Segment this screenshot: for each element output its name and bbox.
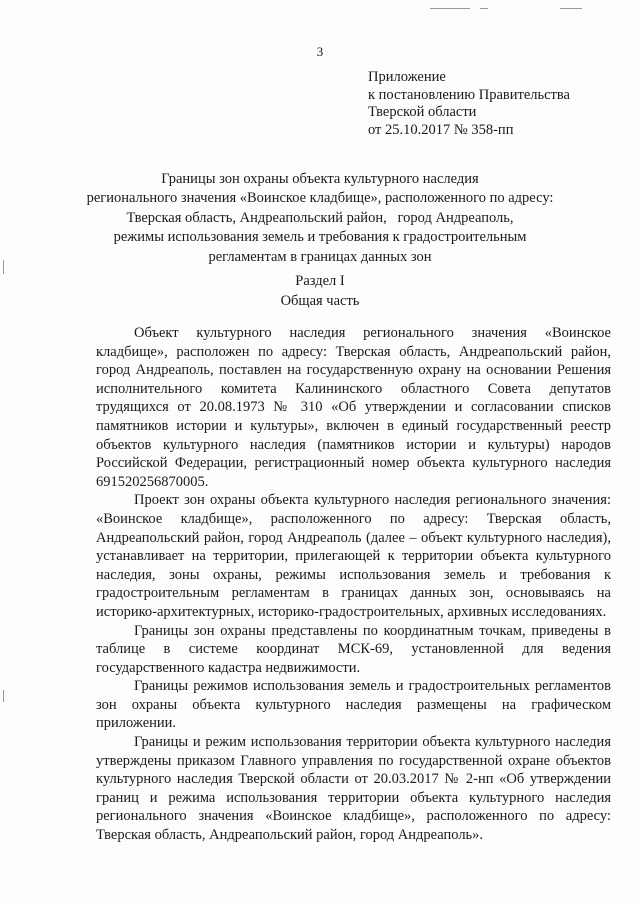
paragraph: Границы и режим использования территории объекта культурного наследия утверждены приказом Главного управления по государственной охране объектов культурного наследия Тверской области от 20.03.2017 № 2-нп «Об утверждении границ и режима использования территории объекта культурного наследия регионального значения «Воинское кладбище», расположенного по адресу: Тверская область, Андреапольский район, город Андреаполь». (96, 734, 611, 844)
paragraph: Границы режимов использования земель и градостроительных регламентов зон охраны объекта культурного наследия размещены на графическом приложении. (96, 678, 611, 732)
title-line: регионального значения «Воинское кладбище», расположенного по адресу: (86, 190, 554, 207)
appendix-block (368, 69, 570, 139)
section-name: Общая часть (280, 292, 360, 309)
scan-artifact (560, 8, 582, 9)
title-line: режимы использования земель и требования к градостроительным (113, 229, 527, 246)
paragraph: Объект культурного наследия регионального значения «Воинское кладбище», расположен по адресу: Тверская область, Андреапольский район, город Андреаполь, поставлен на государственную охрану на основании Решения исполнительного комитета Калининского областного Совета депутатов трудящихся от 20.08.1973 № 310 «Об утверждении и согласовании списков памятников истории и культуры», включен в единый государственный реестр объектов культурного наследия (памятников истории и культуры) народов Российской Федерации, регистрационный номер объекта культурного наследия 691520256870005. (96, 325, 611, 490)
page-number: 3 (316, 44, 324, 59)
body-text (96, 324, 611, 845)
paragraph: Проект зон охраны объекта культурного наследия регионального значения: «Воинское кладбище», расположенного по адресу: Тверская область, Андреапольский район, город Андреаполь (далее – объект культурного наследия), устанавливает на территории, прилегающей к территории объекта культурного наследия, зоны охраны, режимы использования земель и требования к градостроительным регламентам в границах данных зон, основываясь на историко-архитектурных, историко-градостроительных, архивных исследованиях. (96, 492, 611, 620)
title-line: регламентам в границах данных зон (208, 248, 432, 265)
appendix-line: Приложение (368, 69, 446, 85)
title-line: Тверская область, Андреапольский район, город Андреаполь, (126, 209, 514, 226)
appendix-line: от 25.10.2017 № 358-пп (368, 121, 514, 138)
section-heading (0, 272, 640, 311)
document-title (60, 170, 580, 267)
appendix-line: Тверской области (368, 104, 477, 121)
appendix-line: к постановлению Правительства (368, 86, 570, 103)
scan-artifact (3, 690, 4, 702)
scan-artifact (430, 8, 470, 9)
scan-artifact (480, 8, 488, 9)
title-line: Границы зон охраны объекта культурного наследия (161, 171, 479, 187)
paragraph: Границы зон охраны представлены по координатным точкам, приведены в таблице в системе координат МСК-69, установленной для ведения государственного кадастра недвижимости. (96, 622, 611, 676)
section-number: Раздел I (295, 273, 345, 289)
